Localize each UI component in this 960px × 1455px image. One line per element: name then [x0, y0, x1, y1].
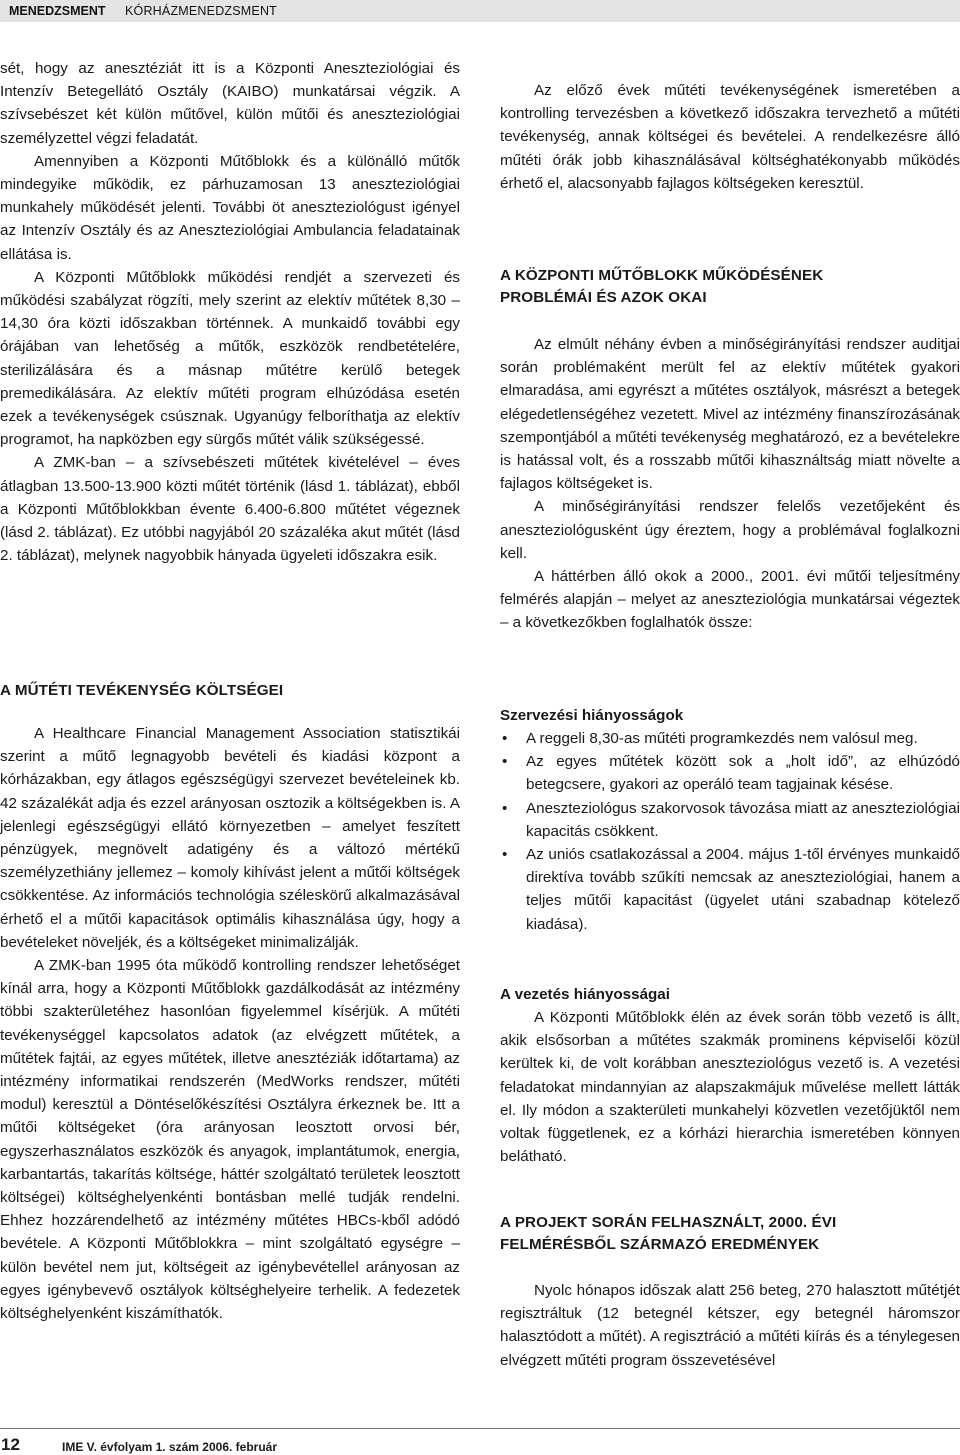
paragraph: A ZMK-ban – a szívsebészeti műtétek kivételével – éves átlagban 13.500-13.900 közti műtét történik (lásd 1. táblázat), ebből a Központi Műtőblokkban évente 6.400-6.800 műtétet végeznek (lásd 2. táblázat). Ez utóbbi nagyjából 20 százaléka akut műtét (lásd 2. táblázat), melynek nagyobbik hányada ügyeleti időszakra esik. — [0, 454, 460, 565]
project-heading — [500, 1212, 960, 1256]
leadership-section — [500, 983, 960, 1168]
section-label: MENEDZSMENT — [9, 4, 106, 18]
page-number: 12 — [1, 1435, 20, 1454]
leadership-heading: A vezetés hiányosságai — [500, 986, 670, 1003]
list-item: • Aneszteziológus szakorvosok távozása miatt az aneszteziológiai kapacitás csökkent. — [500, 797, 960, 843]
list-item: • A reggeli 8,30-as műtéti programkezdés nem valósul meg. — [500, 727, 960, 750]
org-deficiencies-section — [500, 704, 960, 936]
right-column-intro — [500, 79, 960, 195]
list-item: • Az egyes műtétek között sok a „holt idő”, az elhúzódó betegcsere, gyakori az operáló team tagjainak késése. — [500, 750, 960, 796]
project-heading-line2: FELMÉRÉSBŐL SZÁRMAZÓ EREDMÉNYEK — [500, 1236, 820, 1253]
bullet: • — [502, 799, 508, 817]
left-column-intro — [0, 57, 460, 567]
costs-section — [0, 680, 460, 1325]
org-heading: Szervezési hiányosságok — [500, 707, 684, 724]
page-header — [0, 0, 960, 22]
project-section — [500, 1212, 960, 1372]
journal-info: IME V. évfolyam 1. szám 2006. február — [62, 1440, 277, 1454]
paragraph: A háttérben álló okok a 2000., 2001. évi műtői teljesítmény felmérés alapján – melyet az aneszteziológia munkatársai végeztek – a következőkben foglalhatók össze: — [500, 568, 960, 632]
paragraph: A Healthcare Financial Management Association statisztikái szerint a műtő legnagyobb bevételi és kiadási központ a kórházakban, egy átlagos egészségügyi szervezet bevételeinek kb. 42 százalékát adja és ezzel arányosan osztozik a költségekben is. A jelenlegi egészségügyi ellátó környezetben – amelyet feszített pénzügyek, megnövelt adatigény és a változó mértékű személyzethiány jellemez – komoly kihívást jelent a műtői költségek csökkentése. Az információs technológia széleskörű alkalmazásával érhető el a műtői kapacitások optimális kihasználása úgy, hogy a bevételeket növeljék, és a költségeket minimalizálják. — [0, 725, 460, 951]
list-item: • Az uniós csatlakozással a 2004. május 1-től érvényes munkaidő direktíva tovább szűkíti nemcsak az aneszteziológiai, hanem a teljes műtői kapacitást (ügyelet utáni szabadnap kötelező kiadása). — [500, 843, 960, 936]
paragraph: Amennyiben a Központi Műtőblokk és a különálló műtők mindegyike működik, ez párhuzamosan 13 aneszteziológiai munkahely működését jelenti. További öt aneszteziológust igényel az Intenzív Osztály és az Aneszteziológiai Ambulancia feladatainak ellátása is. — [0, 152, 460, 263]
paragraph: Az elmúlt néhány évben a minőségirányítási rendszer auditjai során problémaként merült fel az elektív műtétek gyakori elmaradása, ami egyrészt a műtétes osztályok, másrészt a betegek elégedetlenségéhez vezetett. Mivel az intézmény finanszírozásának szempontjából a műtéti tevékenység meghatározó, ez a bevételekre is hatással volt, és a rosszabb műtői kihasználtság miatt növelte a fajlagos költségeket is. — [500, 336, 960, 493]
paragraph: sét, hogy az anesztéziát itt is a Központi Aneszteziológiai és Intenzív Betegellátó Osztály (KAIBO) munkatársai végzik. A szívsebészet két külön műtővel, külön műtői és aneszteziológiai személyzettel végzi feladatát. — [0, 60, 460, 147]
problems-heading-line2: PROBLÉMÁI ÉS AZOK OKAI — [500, 289, 707, 306]
costs-heading: A MŰTÉTI TEVÉKENYSÉG KÖLTSÉGEI — [0, 682, 284, 699]
paragraph: A Központi Műtőblokk élén az évek során több vezető is állt, akik elsősorban a műtétes szakmák prominens képviselői közül kerültek ki, de volt korábban aneszteziológus vezető is. A vezetési feladatokat mindannyian az alapszakmájuk művelése mellett látták el. Ily módon a szakterületi munkahelyi közvetlen vezetőjüktől nem voltak függetlenek, ez a kórházi hierarchia ismeretében könnyen belátható. — [500, 1009, 960, 1166]
problems-heading-line1: A KÖZPONTI MŰTŐBLOKK MŰKÖDÉSÉNEK — [500, 267, 824, 284]
problems-heading — [500, 265, 960, 309]
bullet: • — [502, 730, 508, 747]
paragraph: Nyolc hónapos időszak alatt 256 beteg, 270 halasztott műtétjét regisztráltuk (12 betegnél kétszer, egy betegnél háromszor halasztódott a műtét). A regisztráció a műtéti kiírás és a ténylegesen elvégzett műtéti program összevetésével — [500, 1282, 960, 1369]
subsection-label: KÓRHÁZMENEDZSMENT — [125, 4, 278, 18]
project-heading-line1: A PROJEKT SORÁN FELHASZNÁLT, 2000. ÉVI — [500, 1214, 837, 1231]
paragraph: A minőségirányítási rendszer felelős vezetőjeként és aneszteziológusként úgy éreztem, hogy a problémával foglalkozni kell. — [500, 498, 960, 562]
page-footer — [0, 1428, 960, 1452]
paragraph: Az előző évek műtéti tevékenységének ismeretében a kontrolling tervezésben a következő időszakra tervezhető a műtéti tevékenység, annak költségei és bevételei. A rendelkezésre álló műtéti órák jobb kihasználásával költséghatékonyabb működés érhető el, alacsonyabb fajlagos költségeken keresztül. — [500, 82, 960, 192]
paragraph: A Központi Műtőblokk működési rendjét a szervezeti és működési szabályzat rögzíti, mely szerint az elektív műtétek 8,30 – 14,30 óra közti időszakban történnek. A munkaidő további egy órájában van lehetőség a műtők, eszközök rendbetételére, sterilizálására és a másnap műtétre kerülő betegek premedikálására. Az elektív műtéti program elhúzódása esetén ezek a tevékenységek csúsznak. Ugyanúgy felboríthatja az elektív programot, ha napközben egy sürgős műtét válik szükségessé. — [0, 268, 460, 449]
bullet: • — [502, 753, 508, 771]
bullet: • — [502, 846, 508, 864]
problems-section — [500, 265, 960, 635]
org-bullet-list — [500, 727, 960, 936]
paragraph: A ZMK-ban 1995 óta működő kontrolling rendszer lehetőséget kínál arra, hogy a Központi Műtőblokk gazdálkodását az intézmény többi szakterületéhez hasonlóan figyelemmel kísérjük. A műtéti tevékenységgel kapcsolatos adatok (az elvégzett műtétek, a műtétek fajtái, az egyes műtétek, illetve anesztéziák időtartama) az intézmény informatikai rendszerén (MedWorks rendszer, műtéti modul) keresztül a Döntéselőkészítési Osztályra érkeznek be. Itt a műtői költségeket (óra arányosan leosztott orvosi bér, egyszerhasználatos eszközök és anyagok, implantátumok, energia, karbantartás, takarítás költsége, háttér szolgáltató területek leosztott költségei) költséghelyenkénti bontásban mellé tudják rendelni. Ehhez hozzárendelhető az intézmény műtétes HBCs-kből adódó bevétele. A Központi Műtőblokkra – mint szolgáltató egységre – külön bevétel nem jut, költségeit az igénybevétellel arányosan az egyes igénybevevő osztályok költséghelyeire terhelik. A fedezetek költséghelyenként kiszámíthatók. — [0, 957, 460, 1323]
